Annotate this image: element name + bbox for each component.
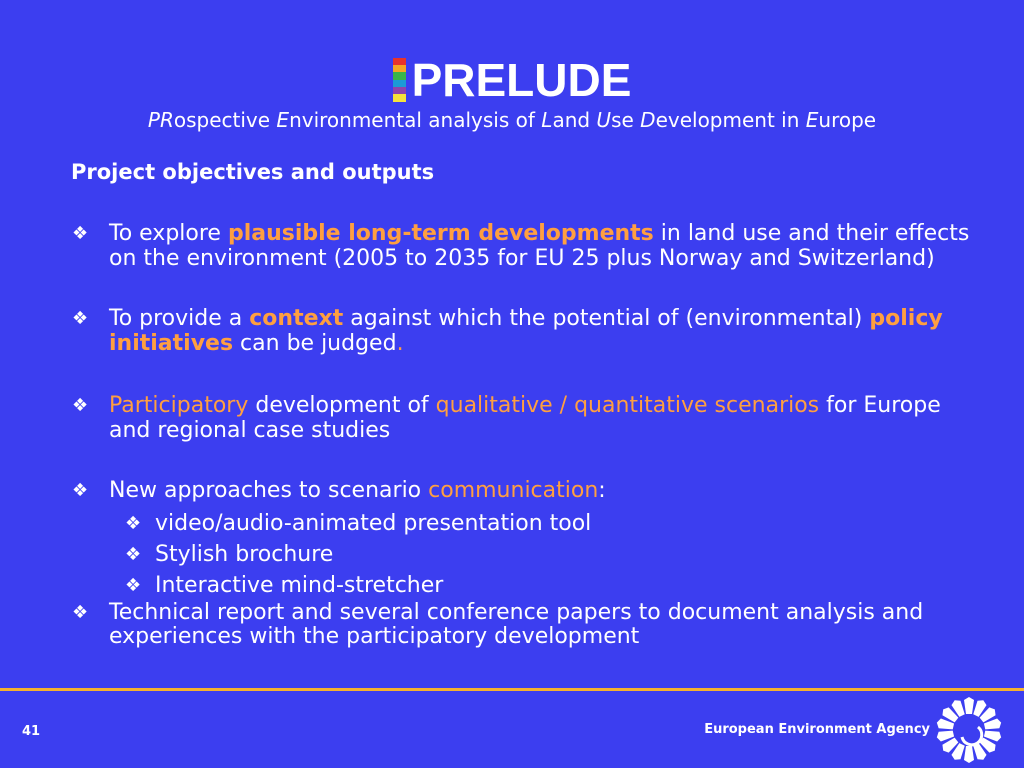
objectives-list bbox=[72, 222, 972, 650]
subtitle-text: evelopment in bbox=[655, 108, 806, 132]
diamond-bullet-icon: ❖ bbox=[72, 480, 89, 501]
logo-color-segment bbox=[393, 72, 406, 79]
objective-text: against which the potential of (environmental) bbox=[343, 306, 870, 331]
logo-color-bar-icon bbox=[393, 58, 406, 102]
diamond-bullet-icon: ❖ bbox=[72, 395, 89, 416]
logo-color-segment bbox=[393, 65, 406, 72]
logo-color-segment bbox=[393, 58, 406, 65]
page-number: 41 bbox=[22, 724, 41, 739]
diamond-bullet-icon: ❖ bbox=[125, 574, 142, 596]
diamond-bullet-icon: ❖ bbox=[125, 512, 142, 534]
sub-item bbox=[125, 539, 972, 570]
objective-text: Technical report and several conference papers to document analysis and experiences with the participatory development bbox=[109, 599, 924, 649]
section-heading: Project objectives and outputs bbox=[71, 160, 435, 184]
objective-text: To provide a bbox=[109, 306, 250, 331]
objective-item bbox=[72, 394, 972, 443]
sub-item-text: video/audio-animated presentation tool bbox=[155, 510, 592, 536]
objective-item bbox=[72, 222, 972, 271]
subtitle-initial: E bbox=[276, 108, 290, 132]
objective-text: To explore bbox=[109, 221, 228, 246]
subtitle-initial: L bbox=[541, 108, 553, 132]
highlighted-text: context bbox=[249, 306, 344, 331]
sun-ray-icon bbox=[964, 697, 974, 714]
objective-item bbox=[72, 479, 972, 601]
sub-item bbox=[125, 508, 972, 539]
logo-color-segment bbox=[393, 87, 406, 94]
objective-text: in land use and their effects on the environment (2005 to 2035 for EU 25 plus Norway and Switzerland) bbox=[109, 221, 970, 271]
highlighted-text: Participatory bbox=[109, 393, 249, 418]
objective-item bbox=[72, 307, 972, 356]
subtitle-text: ospective bbox=[173, 108, 277, 132]
prelude-logo bbox=[393, 53, 632, 106]
sub-item-text: Stylish brochure bbox=[155, 541, 334, 567]
logo-header bbox=[0, 50, 1024, 106]
footer-divider bbox=[0, 688, 1024, 691]
eea-sun-logo-icon bbox=[934, 697, 1004, 763]
project-subtitle bbox=[0, 108, 1024, 132]
objective-text: can be judged bbox=[233, 330, 397, 356]
highlighted-text: communication bbox=[428, 478, 599, 503]
diamond-bullet-icon: ❖ bbox=[72, 223, 89, 244]
communication-sub-list bbox=[109, 508, 972, 601]
logo-color-segment bbox=[393, 80, 406, 87]
objective-text: : bbox=[598, 478, 606, 503]
sun-ray-icon bbox=[964, 746, 974, 763]
subtitle-initial: U bbox=[596, 108, 612, 132]
highlighted-text: . bbox=[396, 330, 404, 356]
agency-name: European Environment Agency bbox=[704, 722, 930, 737]
diamond-bullet-icon: ❖ bbox=[125, 543, 142, 565]
diamond-bullet-icon: ❖ bbox=[72, 308, 89, 329]
diamond-bullet-icon: ❖ bbox=[72, 601, 89, 623]
subtitle-initial: E bbox=[805, 108, 819, 132]
subtitle-text: nvironmental analysis of bbox=[289, 108, 542, 132]
subtitle-initial: D bbox=[640, 108, 656, 132]
subtitle-text: and bbox=[552, 108, 597, 132]
logo-title: PRELUDE bbox=[411, 53, 632, 106]
subtitle-text: urope bbox=[818, 108, 877, 132]
highlighted-text: qualitative / quantitative scenarios bbox=[435, 393, 820, 418]
subtitle-text: se bbox=[611, 108, 641, 132]
sub-item bbox=[125, 570, 972, 601]
objective-text: development of bbox=[248, 393, 436, 418]
logo-color-segment bbox=[393, 94, 406, 101]
highlighted-text: plausible long-term developments bbox=[227, 221, 654, 246]
objective-text: New approaches to scenario bbox=[109, 478, 429, 503]
objective-item bbox=[72, 601, 972, 650]
sub-item-text: Interactive mind-stretcher bbox=[155, 572, 444, 598]
subtitle-initial: PR bbox=[147, 108, 174, 132]
highlighted-text: policy initiatives bbox=[109, 306, 943, 356]
objective-text: for Europe and regional case studies bbox=[109, 393, 941, 443]
